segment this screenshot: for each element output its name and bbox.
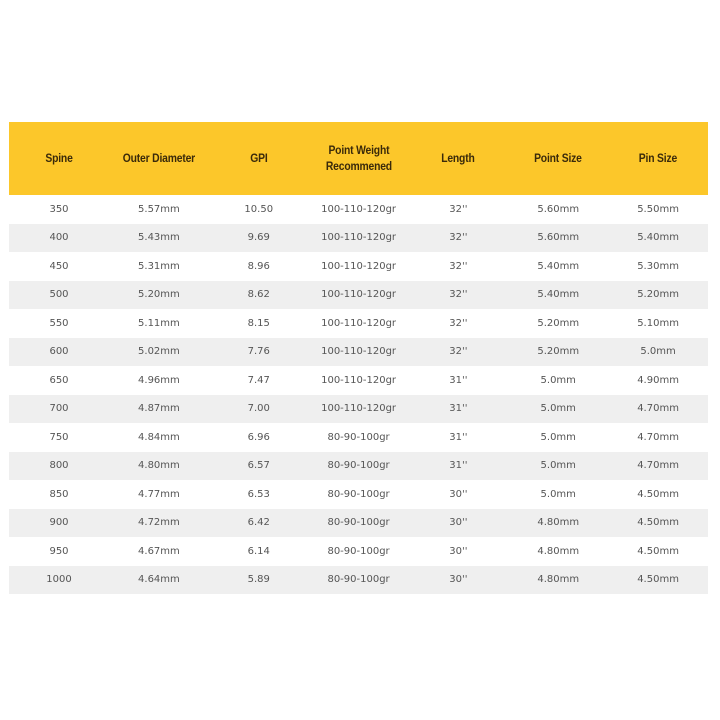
header-outer-diameter bbox=[114, 122, 204, 195]
header-gpi bbox=[214, 122, 304, 195]
cell-point-size: 5.0mm bbox=[540, 403, 576, 415]
cell-length: 30'' bbox=[449, 574, 468, 586]
cell-point-weight: 80-90-100gr bbox=[327, 574, 390, 586]
cell-point-weight: 100-110-120gr bbox=[321, 232, 397, 244]
cell-spine: 350 bbox=[49, 203, 69, 215]
cell-outer-diameter: 5.11mm bbox=[138, 317, 180, 329]
cell-gpi: 6.96 bbox=[247, 431, 270, 443]
cell-gpi: 8.62 bbox=[247, 289, 270, 301]
cell-point-size: 5.0mm bbox=[540, 431, 576, 443]
cell-point-weight: 80-90-100gr bbox=[327, 431, 390, 443]
cell-length: 31'' bbox=[449, 403, 468, 415]
cell-outer-diameter: 4.84mm bbox=[138, 431, 180, 443]
cell-outer-diameter: 4.64mm bbox=[138, 574, 180, 586]
table-row bbox=[9, 309, 708, 338]
header-label: Outer Diameter bbox=[122, 152, 196, 165]
table-row bbox=[9, 537, 708, 566]
cell-spine: 800 bbox=[49, 460, 69, 472]
cell-length: 31'' bbox=[449, 431, 468, 443]
table-row bbox=[9, 480, 708, 509]
cell-pin-size: 4.50mm bbox=[637, 574, 679, 586]
cell-point-size: 5.0mm bbox=[540, 374, 576, 386]
cell-point-size: 5.40mm bbox=[537, 260, 580, 272]
cell-point-weight: 100-110-120gr bbox=[321, 403, 397, 415]
cell-point-weight: 100-110-120gr bbox=[321, 374, 397, 386]
table-row bbox=[9, 566, 708, 595]
cell-pin-size: 5.30mm bbox=[637, 260, 679, 272]
table-row bbox=[9, 366, 708, 395]
cell-spine: 650 bbox=[49, 374, 69, 386]
cell-point-size: 5.60mm bbox=[537, 232, 580, 244]
cell-spine: 950 bbox=[49, 545, 69, 557]
cell-spine: 750 bbox=[49, 431, 69, 443]
cell-outer-diameter: 4.80mm bbox=[138, 460, 180, 472]
cell-pin-size: 4.50mm bbox=[637, 488, 679, 500]
table-body bbox=[9, 195, 708, 594]
cell-length: 31'' bbox=[449, 374, 468, 386]
cell-gpi: 8.96 bbox=[247, 260, 270, 272]
header-label: Pin Size bbox=[638, 152, 678, 165]
cell-spine: 1000 bbox=[46, 574, 72, 586]
cell-point-size: 4.80mm bbox=[537, 517, 580, 529]
cell-length: 30'' bbox=[449, 517, 468, 529]
cell-gpi: 6.42 bbox=[247, 517, 270, 529]
cell-point-size: 5.0mm bbox=[540, 460, 576, 472]
cell-spine: 500 bbox=[49, 289, 69, 301]
cell-gpi: 7.47 bbox=[247, 374, 270, 386]
cell-point-size: 5.20mm bbox=[537, 317, 580, 329]
cell-point-size: 4.80mm bbox=[537, 574, 580, 586]
table-row bbox=[9, 338, 708, 367]
cell-length: 32'' bbox=[449, 203, 468, 215]
cell-gpi: 9.69 bbox=[247, 232, 270, 244]
table-row bbox=[9, 395, 708, 424]
cell-length: 30'' bbox=[449, 488, 468, 500]
cell-gpi: 6.57 bbox=[247, 460, 270, 472]
cell-gpi: 5.89 bbox=[247, 574, 270, 586]
header-label: Point Size bbox=[534, 152, 583, 165]
table-row bbox=[9, 452, 708, 481]
table-row bbox=[9, 423, 708, 452]
table-row bbox=[9, 252, 708, 281]
table-row bbox=[9, 509, 708, 538]
cell-spine: 850 bbox=[49, 488, 69, 500]
cell-point-size: 5.0mm bbox=[540, 488, 576, 500]
cell-point-weight: 100-110-120gr bbox=[321, 346, 397, 358]
cell-pin-size: 4.70mm bbox=[637, 431, 679, 443]
cell-length: 32'' bbox=[449, 260, 468, 272]
cell-outer-diameter: 4.77mm bbox=[138, 488, 180, 500]
cell-pin-size: 4.70mm bbox=[637, 403, 679, 415]
cell-length: 30'' bbox=[449, 545, 468, 557]
cell-gpi: 10.50 bbox=[244, 203, 274, 215]
header-label: Spine bbox=[45, 152, 73, 165]
cell-point-size: 5.20mm bbox=[537, 346, 580, 358]
cell-point-weight: 100-110-120gr bbox=[321, 203, 397, 215]
cell-pin-size: 4.50mm bbox=[637, 517, 679, 529]
header-pin-size bbox=[613, 122, 703, 195]
cell-pin-size: 5.10mm bbox=[637, 317, 679, 329]
cell-length: 32'' bbox=[449, 232, 468, 244]
cell-point-weight: 80-90-100gr bbox=[327, 545, 390, 557]
cell-pin-size: 4.90mm bbox=[637, 374, 679, 386]
cell-outer-diameter: 5.31mm bbox=[138, 260, 180, 272]
cell-spine: 550 bbox=[49, 317, 69, 329]
table-header bbox=[9, 122, 708, 195]
cell-gpi: 6.53 bbox=[247, 488, 270, 500]
header-spine bbox=[14, 122, 104, 195]
cell-gpi: 6.14 bbox=[247, 545, 270, 557]
header-label: Length bbox=[441, 152, 476, 165]
cell-point-weight: 100-110-120gr bbox=[321, 289, 397, 301]
cell-pin-size: 5.0mm bbox=[640, 346, 676, 358]
header-point-weight bbox=[314, 122, 404, 195]
cell-spine: 400 bbox=[49, 232, 69, 244]
header-row bbox=[9, 122, 708, 195]
cell-outer-diameter: 4.87mm bbox=[138, 403, 180, 415]
header-length bbox=[413, 122, 503, 195]
table-row bbox=[9, 281, 708, 310]
cell-spine: 600 bbox=[49, 346, 69, 358]
cell-length: 32'' bbox=[449, 346, 468, 358]
cell-gpi: 7.76 bbox=[247, 346, 270, 358]
cell-pin-size: 5.20mm bbox=[637, 289, 679, 301]
cell-point-size: 4.80mm bbox=[537, 545, 580, 557]
header-point-size bbox=[513, 122, 603, 195]
cell-pin-size: 5.40mm bbox=[637, 232, 679, 244]
cell-point-weight: 100-110-120gr bbox=[321, 317, 397, 329]
cell-point-weight: 80-90-100gr bbox=[327, 460, 390, 472]
cell-pin-size: 5.50mm bbox=[637, 203, 679, 215]
cell-point-weight: 80-90-100gr bbox=[327, 517, 390, 529]
cell-outer-diameter: 5.57mm bbox=[138, 203, 180, 215]
arrow-spec-table bbox=[9, 122, 708, 594]
cell-outer-diameter: 4.67mm bbox=[138, 545, 180, 557]
cell-outer-diameter: 5.20mm bbox=[138, 289, 180, 301]
table-row bbox=[9, 224, 708, 253]
cell-point-weight: 80-90-100gr bbox=[327, 488, 390, 500]
cell-outer-diameter: 5.02mm bbox=[138, 346, 180, 358]
cell-gpi: 7.00 bbox=[247, 403, 270, 415]
cell-spine: 900 bbox=[49, 517, 69, 529]
cell-outer-diameter: 5.43mm bbox=[138, 232, 180, 244]
header-label-line-2: Recommened bbox=[325, 160, 392, 173]
cell-outer-diameter: 4.72mm bbox=[138, 517, 180, 529]
cell-gpi: 8.15 bbox=[247, 317, 270, 329]
cell-pin-size: 4.50mm bbox=[637, 545, 679, 557]
cell-spine: 450 bbox=[49, 260, 69, 272]
table-row bbox=[9, 195, 708, 224]
cell-point-size: 5.60mm bbox=[537, 203, 580, 215]
cell-length: 32'' bbox=[449, 317, 468, 329]
cell-point-size: 5.40mm bbox=[537, 289, 580, 301]
cell-point-weight: 100-110-120gr bbox=[321, 260, 397, 272]
header-label-line-1: Point Weight bbox=[328, 144, 390, 157]
cell-outer-diameter: 4.96mm bbox=[138, 374, 180, 386]
cell-pin-size: 4.70mm bbox=[637, 460, 679, 472]
header-label: GPI bbox=[250, 152, 268, 165]
cell-length: 31'' bbox=[449, 460, 468, 472]
cell-length: 32'' bbox=[449, 289, 468, 301]
cell-spine: 700 bbox=[49, 403, 69, 415]
